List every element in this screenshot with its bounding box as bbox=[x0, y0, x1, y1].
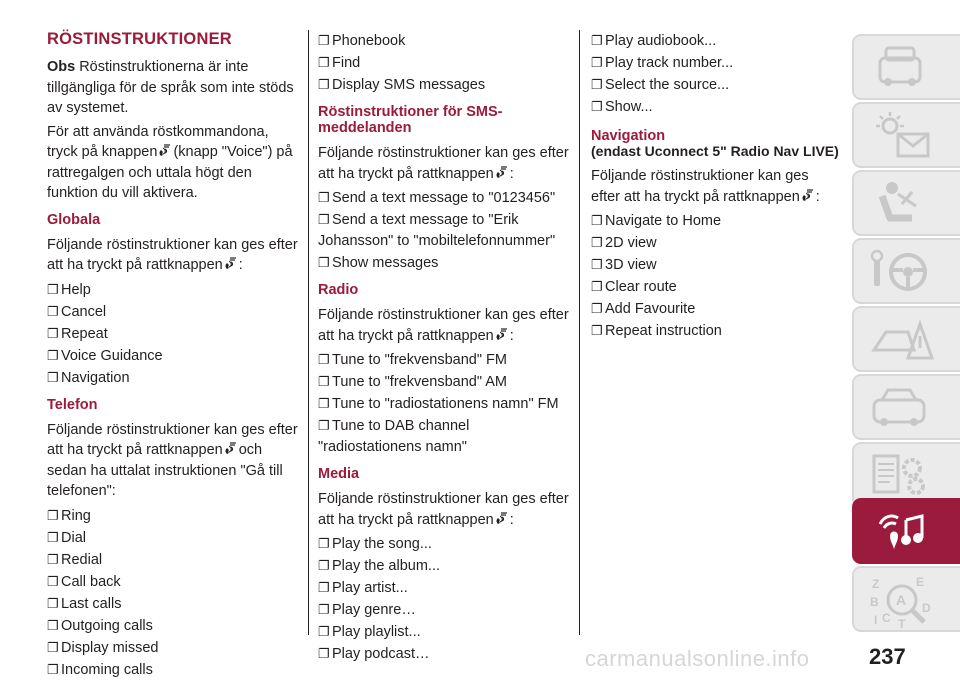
item-label: Play audiobook... bbox=[605, 33, 717, 49]
list-item bbox=[318, 643, 570, 665]
watermark: carmanualsonline.info bbox=[585, 646, 810, 671]
item-label: 3D view bbox=[605, 257, 657, 273]
alphabetical-index-icon bbox=[868, 574, 938, 630]
checkbox-icon: ❐ bbox=[47, 281, 59, 297]
list-item bbox=[591, 276, 841, 298]
index-letter: E bbox=[916, 575, 925, 589]
media-intro bbox=[318, 489, 570, 530]
checkbox-icon: ❐ bbox=[318, 212, 330, 227]
list-item bbox=[47, 323, 302, 345]
globala-list bbox=[47, 279, 302, 389]
list-item bbox=[47, 615, 302, 637]
checkbox-icon: ❐ bbox=[47, 617, 59, 633]
globala-intro-a: Följande röstinstruktioner kan ges efter att ha tryckt på rattknappen bbox=[47, 236, 298, 273]
list-item bbox=[318, 349, 570, 371]
media-intro-b: : bbox=[509, 511, 514, 528]
list-item bbox=[318, 209, 570, 252]
checkbox-icon: ❐ bbox=[318, 602, 330, 617]
car-dashboard-icon bbox=[868, 42, 938, 94]
item-label: Display SMS messages bbox=[332, 77, 486, 93]
seat-airbag-icon bbox=[868, 178, 938, 230]
telefon-intro-a: Följande röstinstruktioner kan ges efter att ha tryckt på rattknappen bbox=[47, 421, 298, 458]
list-item bbox=[318, 555, 570, 577]
telefon-intro bbox=[47, 420, 302, 502]
voice-button-icon bbox=[158, 143, 172, 157]
item-label: Cancel bbox=[61, 303, 107, 320]
item-label: Navigate to Home bbox=[605, 213, 722, 229]
radio-intro-b: : bbox=[509, 327, 514, 344]
item-label: Play podcast… bbox=[332, 646, 430, 662]
list-item bbox=[318, 74, 570, 96]
item-label: Dial bbox=[61, 529, 86, 546]
section-heading-navigation: Navigation bbox=[591, 128, 666, 144]
obs-note bbox=[47, 57, 302, 119]
checkbox-icon: ❐ bbox=[318, 374, 330, 389]
checkbox-icon: ❐ bbox=[318, 77, 330, 92]
index-letter: Z bbox=[872, 577, 880, 591]
specifications-gear-icon bbox=[868, 450, 938, 502]
multimedia-icon bbox=[868, 506, 938, 562]
item-label: Send a text message to "0123456" bbox=[332, 190, 556, 206]
voice-button-icon bbox=[495, 327, 509, 341]
telefon-intro-b: och sedan ha uttalat instruktionen "Gå till telefonen": bbox=[47, 442, 283, 499]
checkbox-icon: ❐ bbox=[591, 77, 603, 92]
checkbox-icon: ❐ bbox=[318, 646, 330, 661]
obs-label: Obs bbox=[47, 59, 76, 75]
checkbox-icon: ❐ bbox=[318, 396, 330, 411]
list-item bbox=[47, 593, 302, 615]
index-letter: T bbox=[898, 617, 906, 630]
intro-paragraph bbox=[47, 122, 302, 204]
list-item bbox=[47, 549, 302, 571]
globala-intro bbox=[47, 235, 302, 276]
item-label: Play the album... bbox=[332, 558, 440, 574]
voice-button-icon bbox=[801, 188, 815, 202]
sms-intro-a: Följande röstinstruktioner kan ges efter att ha tryckt på rattknappen bbox=[318, 145, 569, 182]
item-label: Tune to DAB channel "radiostationens namn" bbox=[318, 418, 470, 455]
column-divider bbox=[579, 30, 580, 635]
checkbox-icon: ❐ bbox=[47, 347, 59, 363]
page-number: 237 bbox=[869, 644, 906, 669]
intro-text-b: (knapp "Voice") på rattregalgen och uttala högt den funktion du vill aktivera. bbox=[47, 144, 293, 201]
checkbox-icon: ❐ bbox=[47, 661, 59, 677]
list-item bbox=[47, 345, 302, 367]
checkbox-icon: ❐ bbox=[318, 580, 330, 595]
list-item bbox=[591, 298, 841, 320]
list-item bbox=[318, 187, 570, 209]
item-label: Find bbox=[332, 55, 361, 71]
list-item bbox=[318, 252, 570, 274]
list-item bbox=[47, 637, 302, 659]
item-label: Ring bbox=[61, 507, 91, 524]
tab-safety[interactable] bbox=[852, 170, 960, 236]
navigation-intro bbox=[591, 166, 841, 207]
radio-intro bbox=[318, 305, 570, 346]
column-2 bbox=[318, 30, 570, 665]
page-title: RÖSTINSTRUKTIONER bbox=[47, 30, 232, 48]
media-intro-a: Följande röstinstruktioner kan ges efter att ha tryckt på rattknappen bbox=[318, 491, 569, 528]
list-item bbox=[318, 30, 570, 52]
item-label: Play artist... bbox=[332, 580, 408, 596]
car-service-icon bbox=[868, 382, 938, 434]
tab-starting-driving[interactable] bbox=[852, 238, 960, 304]
list-item bbox=[591, 74, 841, 96]
item-label: Add Favourite bbox=[605, 301, 696, 317]
index-letter: C bbox=[882, 611, 891, 625]
item-label: Show... bbox=[605, 99, 653, 115]
item-label: Repeat instruction bbox=[605, 323, 722, 339]
navigation-intro-b: : bbox=[815, 188, 820, 205]
radio-list bbox=[318, 349, 570, 458]
item-label: Play playlist... bbox=[332, 624, 421, 640]
checkbox-icon: ❐ bbox=[318, 352, 330, 367]
checkbox-icon: ❐ bbox=[47, 507, 59, 523]
item-label: Outgoing calls bbox=[61, 617, 153, 634]
item-label: Incoming calls bbox=[61, 661, 153, 678]
navigation-intro-a: Följande röstinstruktioner kan ges efter att ha tryckt på rattknappen bbox=[591, 168, 809, 205]
checkbox-icon: ❐ bbox=[47, 639, 59, 655]
index-letter: I bbox=[874, 613, 878, 627]
list-item bbox=[47, 571, 302, 593]
checkbox-icon: ❐ bbox=[318, 418, 330, 433]
checkbox-icon: ❐ bbox=[47, 529, 59, 545]
list-item bbox=[591, 96, 841, 118]
list-item bbox=[591, 52, 841, 74]
list-item bbox=[318, 415, 570, 458]
column-divider bbox=[308, 30, 309, 635]
checkbox-icon: ❐ bbox=[47, 573, 59, 589]
list-item bbox=[47, 367, 302, 389]
item-label: Clear route bbox=[605, 279, 677, 295]
list-item bbox=[591, 232, 841, 254]
item-label: Voice Guidance bbox=[61, 347, 163, 364]
list-item bbox=[47, 527, 302, 549]
checkbox-icon: ❐ bbox=[318, 190, 330, 205]
item-label: Call back bbox=[61, 573, 121, 590]
index-letter: D bbox=[922, 601, 931, 615]
obs-text: Röstinstruktionerna är inte tillgängliga för de språk som inte stöds av systemet. bbox=[47, 59, 294, 116]
list-item bbox=[47, 505, 302, 527]
intro-text-a: För att använda röstkommandona, tryck på knappen bbox=[47, 123, 269, 160]
tab-alphabetical-index[interactable] bbox=[852, 566, 960, 632]
index-letter: A bbox=[896, 592, 907, 608]
section-heading-telefon: Telefon bbox=[47, 396, 98, 413]
checkbox-icon: ❐ bbox=[591, 33, 603, 48]
checkbox-icon: ❐ bbox=[591, 279, 603, 294]
item-label: Show messages bbox=[332, 255, 439, 271]
item-label: Last calls bbox=[61, 595, 122, 612]
item-label: Tune to "radiostationens namn" FM bbox=[332, 396, 559, 412]
item-label: Play the song... bbox=[332, 536, 432, 552]
list-item bbox=[318, 52, 570, 74]
sms-list bbox=[318, 187, 570, 274]
section-heading-radio: Radio bbox=[318, 282, 359, 298]
checkbox-icon: ❐ bbox=[591, 99, 603, 114]
list-item bbox=[47, 659, 302, 681]
tab-warning-lights[interactable] bbox=[852, 102, 960, 168]
list-item bbox=[318, 577, 570, 599]
checkbox-icon: ❐ bbox=[47, 551, 59, 567]
column-3 bbox=[591, 30, 841, 342]
section-heading-globala: Globala bbox=[47, 211, 101, 228]
checkbox-icon: ❐ bbox=[318, 536, 330, 551]
item-label: Play track number... bbox=[605, 55, 734, 71]
radio-intro-a: Följande röstinstruktioner kan ges efter att ha tryckt på rattknappen bbox=[318, 307, 569, 344]
list-item bbox=[318, 599, 570, 621]
list-item bbox=[47, 301, 302, 323]
item-label: 2D view bbox=[605, 235, 657, 251]
voice-button-icon bbox=[495, 511, 509, 525]
column-1 bbox=[47, 28, 302, 681]
item-label: Phonebook bbox=[332, 33, 406, 49]
list-item bbox=[318, 533, 570, 555]
checkbox-icon: ❐ bbox=[318, 33, 330, 48]
voice-button-icon bbox=[224, 441, 238, 455]
item-label: Display missed bbox=[61, 639, 159, 656]
list-item bbox=[591, 30, 841, 52]
item-label: Tune to "frekvensband" AM bbox=[332, 374, 507, 390]
item-label: Tune to "frekvensband" FM bbox=[332, 352, 507, 368]
tab-emergency[interactable] bbox=[852, 306, 960, 372]
checkbox-icon: ❐ bbox=[47, 303, 59, 319]
item-label: Play genre… bbox=[332, 602, 416, 618]
navigation-list bbox=[591, 210, 841, 342]
index-letter: B bbox=[870, 595, 879, 609]
globala-intro-b: : bbox=[238, 257, 243, 273]
sms-intro-b: : bbox=[509, 165, 514, 182]
list-item bbox=[318, 621, 570, 643]
list-item bbox=[47, 279, 302, 301]
checkbox-icon: ❐ bbox=[47, 369, 59, 385]
checkbox-icon: ❐ bbox=[318, 558, 330, 573]
item-label: Help bbox=[61, 281, 91, 298]
list-item bbox=[591, 210, 841, 232]
checkbox-icon: ❐ bbox=[591, 235, 603, 250]
warning-lights-icon bbox=[868, 110, 938, 162]
list-item bbox=[591, 320, 841, 342]
item-label: Select the source... bbox=[605, 77, 730, 93]
checkbox-icon: ❐ bbox=[591, 323, 603, 338]
item-label: Repeat bbox=[61, 325, 108, 342]
checkbox-icon: ❐ bbox=[318, 255, 330, 270]
steering-key-icon bbox=[868, 246, 938, 298]
item-label: Send a text message to "Erik Johansson" to "mobiltelefonnummer" bbox=[318, 212, 556, 249]
checkbox-icon: ❐ bbox=[47, 595, 59, 611]
tab-multimedia[interactable] bbox=[852, 498, 960, 564]
section-heading-sms: Röstinstruktioner för SMS-meddelanden bbox=[318, 104, 503, 136]
voice-button-icon bbox=[495, 165, 509, 179]
list-item bbox=[591, 254, 841, 276]
section-heading-media: Media bbox=[318, 466, 360, 482]
tab-maintenance[interactable] bbox=[852, 374, 960, 440]
list-item bbox=[318, 371, 570, 393]
sms-intro bbox=[318, 143, 570, 184]
breakdown-warning-triangle-icon bbox=[868, 314, 938, 366]
item-label: Navigation bbox=[61, 369, 130, 386]
media-list bbox=[318, 533, 570, 665]
item-label: Redial bbox=[61, 551, 103, 568]
checkbox-icon: ❐ bbox=[591, 257, 603, 272]
checkbox-icon: ❐ bbox=[318, 55, 330, 70]
checkbox-icon: ❐ bbox=[591, 213, 603, 228]
voice-button-icon bbox=[224, 256, 238, 270]
tab-dashboard[interactable] bbox=[852, 34, 960, 100]
list-item bbox=[318, 393, 570, 415]
checkbox-icon: ❐ bbox=[591, 301, 603, 316]
navigation-subheading: (endast Uconnect 5" Radio Nav LIVE) bbox=[591, 143, 839, 159]
checkbox-icon: ❐ bbox=[318, 624, 330, 639]
checkbox-icon: ❐ bbox=[591, 55, 603, 70]
telefon-list bbox=[47, 505, 302, 681]
checkbox-icon: ❐ bbox=[47, 325, 59, 341]
